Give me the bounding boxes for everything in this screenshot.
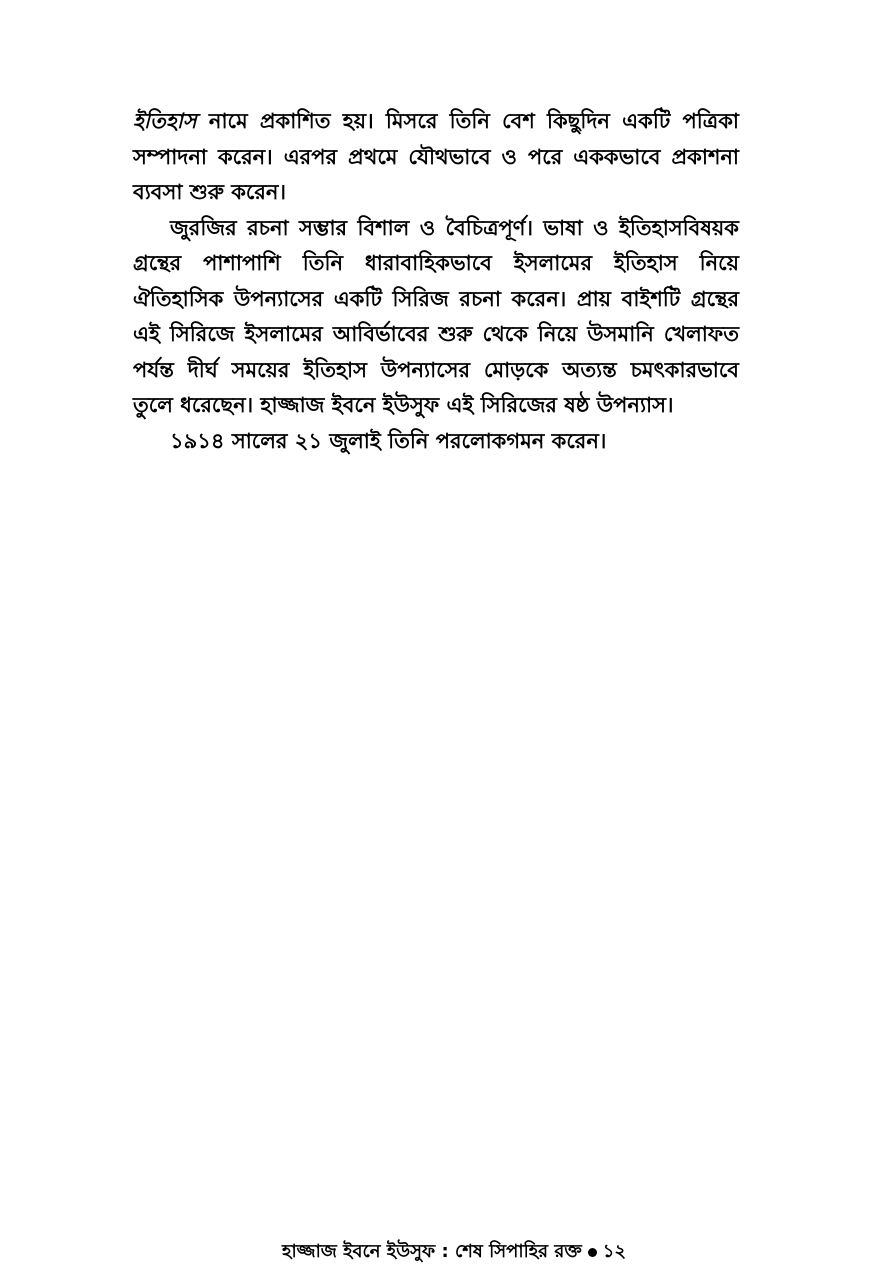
paragraph-1 bbox=[133, 104, 739, 211]
bullet-icon bbox=[588, 1248, 597, 1257]
running-title: হাজ্জাজ ইবনে ইউসুফ : শেষ সিপাহির রক্ত bbox=[282, 1241, 582, 1262]
paragraph-3: ১৯১৪ সালের ২১ জুলাই তিনি পরলোকগমন করেন। bbox=[170, 428, 607, 453]
page-footer bbox=[282, 1240, 627, 1264]
paragraph-2: জুরজির রচনা সম্ভার বিশাল ও বৈচিত্রপূর্ণ। ভাষা ও ইতিহাসবিষয়ক গ্রন্থের পাশাপাশি তিনি ধারাবাহিকভাবে ইসলামের ইতিহাস নিয়ে ঐতিহাসিক উপন্যাসের একটি সিরিজ রচনা করেন। প্রায় বাইশটি গ্রন্থের এই সিরিজে ইসলামের আবির্ভাবের শুরু থেকে নিয়ে উসমানি খেলাফত পর্যন্ত দীর্ঘ সময়ের ইতিহাস উপন্যাসের মোড়কে অত্যন্ত চমৎকারভাবে তুলে ধরেছেন। হাজ্জাজ ইবনে ইউসুফ এই সিরিজের ষষ্ঠ উপন্যাস। bbox=[133, 215, 739, 417]
emphasized-title: ইতিহাস bbox=[133, 109, 197, 133]
page-body bbox=[133, 104, 739, 459]
paragraph-1-text: নামে প্রকাশিত হয়। মিসরে তিনি বেশ কিছুদিন একটি পত্রিকা সম্পাদনা করেন। এরপর প্রথমে যৌথভাবে ও পরে এককভাবে প্রকাশনা ব্যবসা শুরু করেন। bbox=[133, 109, 739, 204]
page-number: ১২ bbox=[602, 1241, 627, 1262]
